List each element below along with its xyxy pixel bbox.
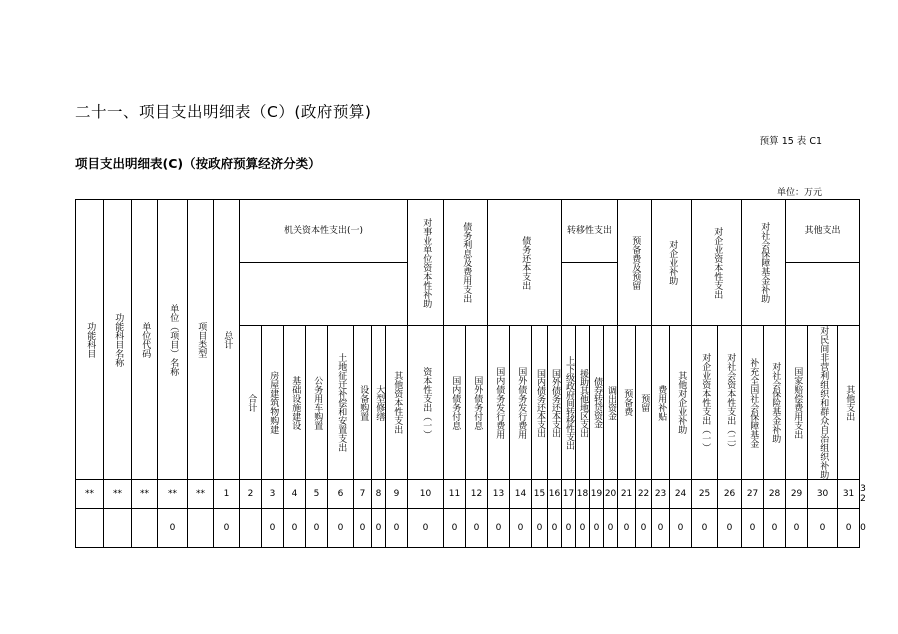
num-cell: 6 <box>328 480 354 509</box>
header-spacer-capital <box>240 263 408 326</box>
data-cell: 0 <box>764 509 786 548</box>
num-cell: 23 <box>652 480 670 509</box>
header-cell-intergovernmental-transfer: 上下级政府间转移性支出 <box>562 326 576 480</box>
num-cell: 19 <box>590 480 604 509</box>
num-cell: 24 <box>670 480 692 509</box>
num-cell: 25 <box>692 480 718 509</box>
header-group-transfer: 转移性支出 <box>562 200 618 263</box>
data-cell: 0 <box>786 509 808 548</box>
data-cell: 0 <box>652 509 670 548</box>
header-spacer-other <box>786 263 860 326</box>
header-cell-reserve-fee: 预备费 <box>618 326 636 480</box>
header-cell-nonprofit-org-subsidy: 对民间非营利组织和群众自治组织补助 <box>808 326 838 480</box>
data-cell: 0 <box>372 509 386 548</box>
data-cell <box>104 509 132 548</box>
data-cell: 0 <box>742 509 764 548</box>
header-spacer-transfer <box>562 263 618 326</box>
data-cell: 0 <box>354 509 372 548</box>
num-cell: 2 <box>240 480 262 509</box>
num-cell: ** <box>132 480 158 509</box>
table-subtitle: 项目支出明细表(C)（按政府预算经济分类） <box>75 156 321 171</box>
data-cell: 0 <box>284 509 306 548</box>
num-cell: ** <box>104 480 132 509</box>
header-group-social-security: 对社会保障基金补助 <box>742 200 786 326</box>
data-cell: 0 <box>214 509 240 548</box>
data-cell: 0 <box>604 509 618 548</box>
header-cell-fee-subsidy: 费用补贴 <box>652 326 670 480</box>
num-cell: 11 <box>444 480 466 509</box>
num-cell: 20 <box>604 480 618 509</box>
data-cell: 0 <box>262 509 284 548</box>
header-cell-other-enterprise-subsidy: 其他对企业补助 <box>670 326 692 480</box>
header-cell-unit-name: 单位（项目）名称 <box>158 200 188 480</box>
header-cell-domestic-debt-interest: 国内债务付息 <box>444 326 466 480</box>
data-cell: 0 <box>510 509 532 548</box>
num-cell: 10 <box>408 480 444 509</box>
header-cell-domestic-issue-fee: 国内债务发行费用 <box>488 326 510 480</box>
num-cell: 17 <box>562 480 576 509</box>
num-cell: 28 <box>764 480 786 509</box>
header-cell-foreign-principal: 国外债务还本支出 <box>548 326 562 480</box>
num-cell: 29 <box>786 480 808 509</box>
unit-note-label: 单位：万元 <box>776 188 822 198</box>
num-cell: 4 <box>284 480 306 509</box>
data-cell: 0 <box>838 509 860 548</box>
header-cell-other-expenditure: 其他支出 <box>838 326 860 480</box>
header-cell-total: 总计 <box>214 200 240 480</box>
header-group-enterprise-subsidy: 对企业补助 <box>652 200 692 326</box>
header-cell-aid-other-regions: 援助其他地区支出 <box>576 326 590 480</box>
header-cell-reserved: 预留 <box>636 326 652 480</box>
data-cell: 0 <box>670 509 692 548</box>
num-cell: 8 <box>372 480 386 509</box>
data-cell: 0 <box>808 509 838 548</box>
num-cell: 21 <box>618 480 636 509</box>
num-cell: 1 <box>214 480 240 509</box>
header-cell-function-subject: 功能科目 <box>76 200 104 480</box>
num-cell: 9 <box>386 480 408 509</box>
data-cell: 0 <box>306 509 328 548</box>
header-cell-supplement-national-ssf: 补充全国社会保障基金 <box>742 326 764 480</box>
header-row-1 <box>76 200 860 263</box>
header-cell-foreign-issue-fee: 国外债务发行费用 <box>510 326 532 480</box>
num-cell: 13 <box>488 480 510 509</box>
num-cell: 14 <box>510 480 532 509</box>
data-cell <box>188 509 214 548</box>
data-cell <box>240 509 262 548</box>
num-cell: 30 <box>808 480 838 509</box>
data-cell: 0 <box>466 509 488 548</box>
num-cell: 16 <box>548 480 562 509</box>
header-group-subsidy-capital: 对事业单位资本性补助 <box>408 200 444 326</box>
header-cell-unit-code: 单位代码 <box>132 200 158 480</box>
header-group-capital-expenditure: 机关资本性支出(一) <box>240 200 408 263</box>
num-cell: 27 <box>742 480 764 509</box>
header-cell-infrastructure: 基础设施建设 <box>284 326 306 480</box>
header-group-debt-interest: 债务利息及费用支出 <box>444 200 488 326</box>
table-row: 0 0 0 0 0 0 0 0 0 0 0 0 0 0 0 0 0 0 0 0 0 0 0 0 0 0 0 0 0 0 0 0 <box>76 509 860 548</box>
data-cell <box>76 509 104 548</box>
header-cell-transfer-out-funds: 调出资金 <box>604 326 618 480</box>
header-cell-land-compensation: 土地征迁补偿和安置支出 <box>328 326 354 480</box>
header-cell-building-purchase: 房屋建筑物购建 <box>262 326 284 480</box>
data-cell: 0 <box>548 509 562 548</box>
header-cell-state-compensation: 国家赔偿费用支出 <box>786 326 808 480</box>
num-cell: 26 <box>718 480 742 509</box>
project-expenditure-table <box>75 199 866 548</box>
num-cell: 3 <box>262 480 284 509</box>
data-cell: 0 <box>158 509 188 548</box>
header-group-enterprise-capital: 对企业资本性支出 <box>692 200 742 326</box>
header-cell-foreign-debt-interest: 国外债务付息 <box>466 326 488 480</box>
header-cell-enterprise-capital-one: 对企业资本性支出（一） <box>692 326 718 480</box>
page-title: 二十一、项目支出明细表（C）(政府预算) <box>75 103 372 121</box>
header-cell-project-type: 项目类型 <box>188 200 214 480</box>
data-cell: 0 <box>718 509 742 548</box>
header-cell-capital-total: 合计 <box>240 326 262 480</box>
num-cell: 5 <box>306 480 328 509</box>
header-cell-bond-relend-funds: 债券转贷资金 <box>590 326 604 480</box>
data-cell: 0 <box>576 509 590 548</box>
header-group-debt-principal: 债务还本支出 <box>488 200 562 326</box>
data-cell: 0 <box>692 509 718 548</box>
num-cell: 15 <box>532 480 548 509</box>
header-cell-function-name: 功能科目名称 <box>104 200 132 480</box>
header-cell-subsidy-capital-one: 资本性支出（一） <box>408 326 444 480</box>
data-cell: 0 <box>488 509 510 548</box>
header-cell-major-repair: 大型修缮 <box>372 326 386 480</box>
num-cell: 22 <box>636 480 652 509</box>
data-cell: 0 <box>618 509 636 548</box>
header-cell-official-vehicle: 公务用车购置 <box>306 326 328 480</box>
data-cell: 0 <box>408 509 444 548</box>
data-cell: 0 <box>590 509 604 548</box>
header-group-other: 其他支出 <box>786 200 860 263</box>
num-cell: ** <box>188 480 214 509</box>
data-cell: 0 <box>444 509 466 548</box>
header-cell-equipment-purchase: 设备购置 <box>354 326 372 480</box>
num-cell: 12 <box>466 480 488 509</box>
form-code-label: 预算 15 表 C1 <box>759 136 822 147</box>
column-number-row: ** ** ** ** ** 1 2 3 4 5 6 7 8 9 10 11 12 13 14 15 16 17 18 19 20 21 22 23 24 25 26 27 28 29 30 31 32 <box>76 480 860 509</box>
header-cell-other-capital: 其他资本性支出 <box>386 326 408 480</box>
header-cell-domestic-principal: 国内债务还本支出 <box>532 326 548 480</box>
num-cell: ** <box>76 480 104 509</box>
data-cell <box>132 509 158 548</box>
num-cell: ** <box>158 480 188 509</box>
data-cell: 0 <box>386 509 408 548</box>
data-cell: 0 <box>532 509 548 548</box>
data-cell: 0 <box>328 509 354 548</box>
data-cell: 0 <box>636 509 652 548</box>
header-group-reserve: 预备费及预留 <box>618 200 652 326</box>
data-cell: 0 <box>562 509 576 548</box>
num-cell: 7 <box>354 480 372 509</box>
header-cell-social-insurance-subsidy: 对社会保险基金补助 <box>764 326 786 480</box>
num-cell: 18 <box>576 480 590 509</box>
num-cell: 31 <box>838 480 860 509</box>
header-cell-social-capital-two: 对社会资本性支出（二） <box>718 326 742 480</box>
